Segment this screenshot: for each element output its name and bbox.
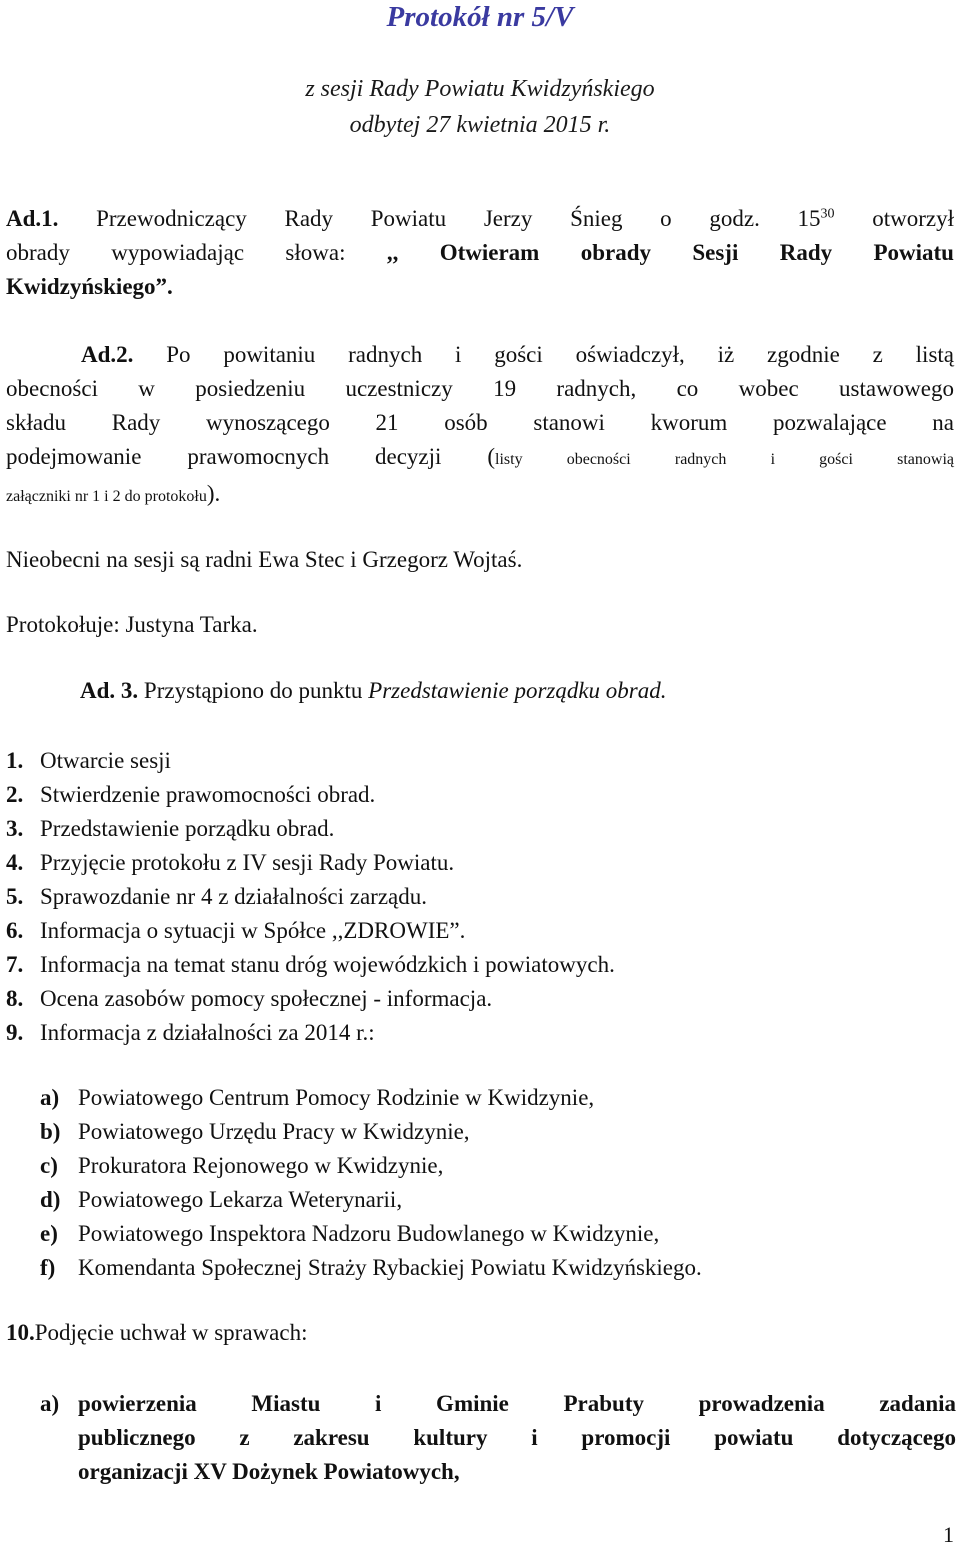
agenda-number: 7. (6, 952, 24, 977)
agenda-number: 2. (6, 782, 24, 807)
agenda-number: 9. (6, 1020, 24, 1045)
ad1-paragraph (6, 202, 954, 304)
agenda-number: 10. (6, 1320, 35, 1345)
sub-text: Powiatowego Inspektora Nadzoru Budowlanego w Kwidzynie, (78, 1221, 660, 1246)
agenda-list (6, 744, 615, 1050)
ad1-line1: Przewodniczący Rady Powiatu Jerzy Śnieg o godz. 15 (58, 206, 821, 231)
ad3-italic: Przedstawienie porządku obrad. (368, 678, 667, 703)
sub-letter: e) (40, 1221, 58, 1246)
ad1-quote: ,, Otwieram obrady Sesji Rady Powiatu (386, 240, 954, 265)
sub-letter: c) (40, 1153, 58, 1178)
agenda-number: 3. (6, 816, 24, 841)
document-title: Protokół nr 5/V (386, 1, 574, 33)
ad1-quote-end: Kwidzyńskiego”. (6, 274, 173, 299)
sub-text: Powiatowego Lekarza Weterynarii, (78, 1187, 403, 1212)
list-item (6, 846, 615, 880)
list-item (40, 1115, 702, 1149)
ad1-line1-end: otworzył (834, 206, 954, 231)
page-number: 1 (943, 1522, 954, 1547)
item10a-line3: organizacji XV Dożynek Powiatowych, (78, 1459, 460, 1484)
list-item (40, 1081, 702, 1115)
item10a-line1: powierzenia Miastu i Gminie Prabuty prowadzenia zadania (78, 1391, 956, 1416)
sub-text: Powiatowego Urzędu Pracy w Kwidzynie, (78, 1119, 470, 1144)
agenda-number: 6. (6, 918, 24, 943)
list-item (40, 1217, 702, 1251)
sub-text: Powiatowego Centrum Pomocy Rodzinie w Kwidzynie, (78, 1085, 595, 1110)
agenda-text: Informacja na temat stanu dróg wojewódzkich i powiatowych. (40, 952, 615, 977)
ad1-minutes-sup: 30 (820, 206, 835, 222)
list-item (6, 1016, 615, 1050)
ad2-line2: obecności w posiedzeniu uczestniczy 19 radnych, co wobec ustawowego (6, 376, 954, 401)
list-item (6, 778, 615, 812)
ad3-label: Ad. 3. (80, 678, 139, 703)
agenda-text: Podjęcie uchwał w sprawach: (34, 1320, 308, 1345)
ad3-line (80, 676, 667, 706)
list-item (40, 1183, 702, 1217)
document-subtitle-date: odbytej 27 kwietnia 2015 r. (349, 112, 611, 138)
sub-letter: b) (40, 1119, 61, 1144)
ad2-line3: składu Rady wynoszącego 21 osób stanowi kworum pozwalające na (6, 410, 954, 435)
list-item (6, 744, 615, 778)
recorder: Protokołuje: Justyna Tarka. (6, 612, 258, 637)
sub-letter: d) (40, 1187, 61, 1212)
ad2-label: Ad.2. (81, 342, 134, 367)
agenda-number: 1. (6, 748, 24, 773)
agenda-text: Przedstawienie porządku obrad. (40, 816, 335, 841)
agenda-text: Informacja z działalności za 2014 r.: (40, 1020, 375, 1045)
sub-text: Komendanta Społecznej Straży Rybackiej Powiatu Kwidzyńskiego. (78, 1255, 702, 1280)
ad2-attendance-note: listy obecności radnych i gości stanowią (495, 451, 954, 468)
agenda-text: Otwarcie sesji (40, 748, 171, 773)
item10a-line2: publicznego z zakresu kultury i promocji powiatu dotyczącego (78, 1425, 956, 1450)
sub-letter: a) (40, 1085, 60, 1110)
list-item (6, 812, 615, 846)
document-subtitle-session: z sesji Rady Powiatu Kwidzyńskiego (305, 76, 655, 102)
sub-letter: f) (40, 1255, 56, 1280)
agenda-text: Stwierdzenie prawomocności obrad. (40, 782, 376, 807)
item10-sub-a (40, 1387, 956, 1489)
ad2-paragraph (6, 338, 954, 514)
sub-letter: a) (40, 1391, 60, 1416)
ad1-label: Ad.1. (6, 206, 59, 231)
ad1-line2: obrady wypowiadając słowa: (6, 240, 387, 265)
agenda-text: Sprawozdanie nr 4 z działalności zarządu. (40, 884, 427, 909)
agenda-text: Ocena zasobów pomocy społecznej - informacja. (40, 986, 493, 1011)
list-item (40, 1251, 702, 1285)
agenda-item-10 (6, 1318, 307, 1348)
agenda-number: 4. (6, 850, 24, 875)
agenda-text: Przyjęcie protokołu z IV sesji Rady Powiatu. (40, 850, 455, 875)
ad3-text: Przystąpiono do punktu (138, 678, 369, 703)
agenda-9-sublist (40, 1081, 702, 1285)
list-item (6, 982, 615, 1016)
agenda-text: Informacja o sytuacji w Spółce ,,ZDROWIE”. (40, 918, 466, 943)
list-item (6, 948, 615, 982)
agenda-number: 8. (6, 986, 24, 1011)
list-item (6, 880, 615, 914)
ad2-line5-end: ). (206, 481, 221, 506)
ad2-attachments-note: załączniki nr 1 i 2 do protokołu (6, 488, 207, 505)
list-item (6, 914, 615, 948)
agenda-number: 5. (6, 884, 24, 909)
sub-text: Prokuratora Rejonowego w Kwidzynie, (78, 1153, 444, 1178)
ad2-line1: Po powitaniu radnych i gości oświadczył, iż zgodnie z listą (133, 342, 954, 367)
list-item (40, 1149, 702, 1183)
ad2-line4: podejmowanie prawomocnych decyzji ( (6, 444, 495, 469)
absent-councillors: Nieobecni na sesji są radni Ewa Stec i Grzegorz Wojtaś. (6, 547, 523, 572)
